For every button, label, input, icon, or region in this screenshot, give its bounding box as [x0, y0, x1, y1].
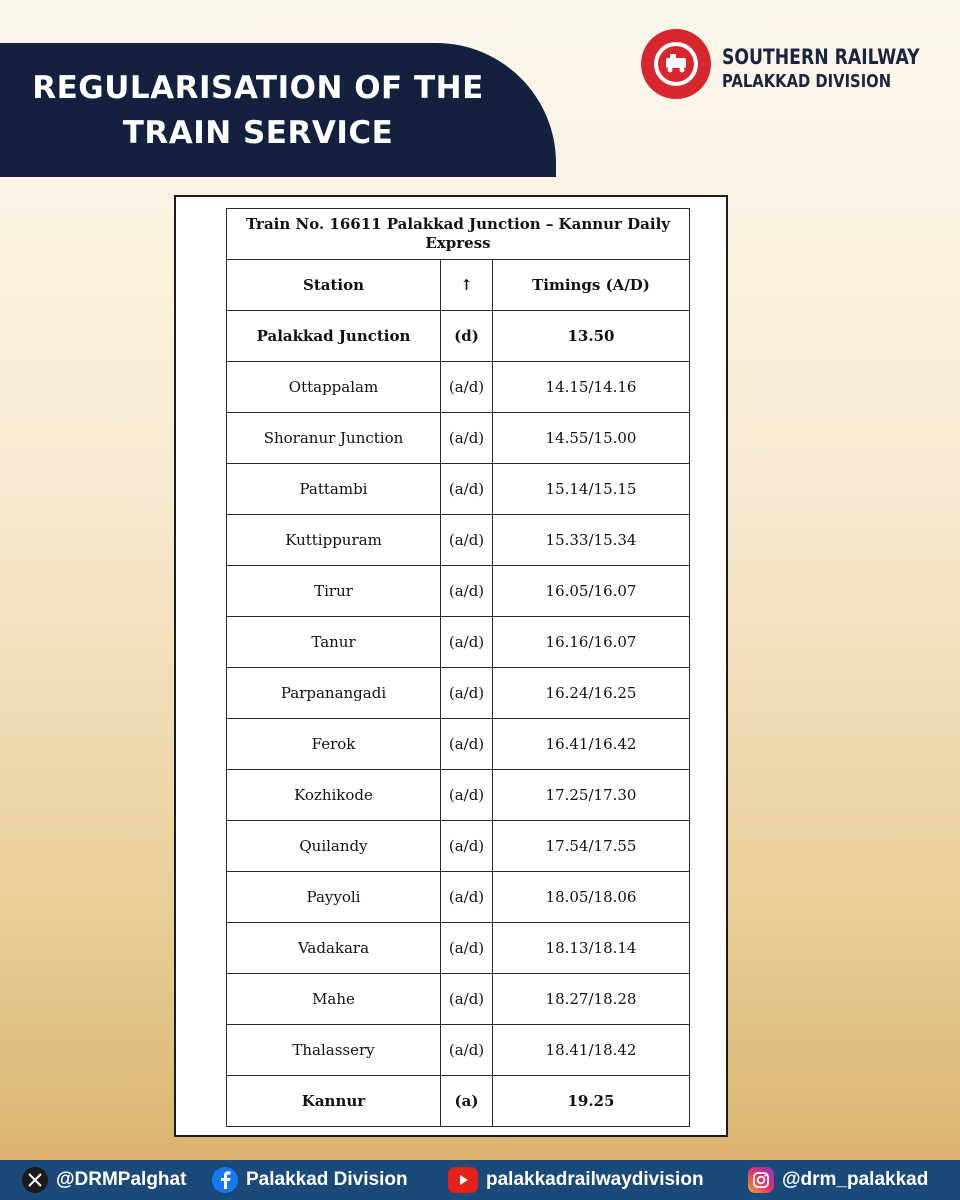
org-name: SOUTHERN RAILWAY	[722, 45, 920, 69]
table-row	[227, 1025, 690, 1076]
timing-cell: 14.15/14.16	[493, 362, 690, 413]
timing-cell: 13.50	[493, 311, 690, 362]
table-row	[227, 923, 690, 974]
code-cell: (a/d)	[441, 566, 493, 617]
station-cell: Ottappalam	[227, 362, 441, 413]
header-station: Station	[227, 260, 441, 311]
station-cell: Thalassery	[227, 1025, 441, 1076]
footer-instagram-handle: @drm_palakkad	[782, 1169, 929, 1190]
table-row	[227, 1076, 690, 1127]
indian-railways-logo-icon	[640, 28, 712, 100]
station-cell: Mahe	[227, 974, 441, 1025]
header-timings: Timings (A/D)	[493, 260, 690, 311]
station-cell: Palakkad Junction	[227, 311, 441, 362]
station-cell: Tirur	[227, 566, 441, 617]
footer-x-link[interactable]	[22, 1160, 186, 1200]
station-cell: Quilandy	[227, 821, 441, 872]
station-cell: Tanur	[227, 617, 441, 668]
code-cell: (a/d)	[441, 872, 493, 923]
org-name-block	[722, 44, 920, 94]
timetable-sheet	[174, 195, 728, 1137]
footer-instagram-link[interactable]	[748, 1160, 928, 1200]
page-title-line1: REGULARISATION OF THE	[32, 70, 484, 106]
code-cell: (a/d)	[441, 770, 493, 821]
footer-facebook-label: Palakkad Division	[246, 1169, 408, 1190]
table-row	[227, 362, 690, 413]
timing-cell: 17.54/17.55	[493, 821, 690, 872]
station-cell: Vadakara	[227, 923, 441, 974]
station-cell: Kozhikode	[227, 770, 441, 821]
org-division: PALAKKAD DIVISION	[722, 71, 892, 92]
table-row	[227, 770, 690, 821]
code-cell: (a/d)	[441, 974, 493, 1025]
footer-facebook-link[interactable]	[212, 1160, 408, 1200]
footer-youtube-label: palakkadrailwaydivision	[486, 1169, 704, 1190]
timing-cell: 19.25	[493, 1076, 690, 1127]
code-cell: (a/d)	[441, 617, 493, 668]
code-cell: (a/d)	[441, 464, 493, 515]
code-cell: (a/d)	[441, 923, 493, 974]
station-cell: Shoranur Junction	[227, 413, 441, 464]
table-header-row	[227, 260, 690, 311]
station-cell: Parpanangadi	[227, 668, 441, 719]
code-cell: (a)	[441, 1076, 493, 1127]
timing-cell: 18.13/18.14	[493, 923, 690, 974]
timing-cell: 17.25/17.30	[493, 770, 690, 821]
table-row	[227, 821, 690, 872]
instagram-icon	[748, 1167, 774, 1193]
timing-cell: 16.05/16.07	[493, 566, 690, 617]
table-row	[227, 668, 690, 719]
code-cell: (d)	[441, 311, 493, 362]
header-arrow: ↑	[441, 260, 493, 311]
timing-cell: 18.41/18.42	[493, 1025, 690, 1076]
footer-youtube-link[interactable]	[448, 1160, 704, 1200]
page-title-line2: TRAIN SERVICE	[122, 115, 394, 151]
code-cell: (a/d)	[441, 413, 493, 464]
station-cell: Ferok	[227, 719, 441, 770]
page-title	[0, 66, 516, 156]
table-row	[227, 566, 690, 617]
station-cell: Kuttippuram	[227, 515, 441, 566]
timing-cell: 15.33/15.34	[493, 515, 690, 566]
timing-cell: 14.55/15.00	[493, 413, 690, 464]
timing-cell: 16.24/16.25	[493, 668, 690, 719]
code-cell: (a/d)	[441, 719, 493, 770]
facebook-icon	[212, 1167, 238, 1193]
timing-cell: 18.05/18.06	[493, 872, 690, 923]
table-row	[227, 872, 690, 923]
code-cell: (a/d)	[441, 1025, 493, 1076]
station-cell: Pattambi	[227, 464, 441, 515]
code-cell: (a/d)	[441, 515, 493, 566]
timing-cell: 16.41/16.42	[493, 719, 690, 770]
station-cell: Kannur	[227, 1076, 441, 1127]
timetable-title: Train No. 16611 Palakkad Junction – Kannur Daily Express	[227, 209, 690, 260]
code-cell: (a/d)	[441, 821, 493, 872]
timing-cell: 16.16/16.07	[493, 617, 690, 668]
table-row	[227, 974, 690, 1025]
station-cell: Payyoli	[227, 872, 441, 923]
table-row	[227, 515, 690, 566]
table-row	[227, 617, 690, 668]
table-row	[227, 719, 690, 770]
footer-x-handle: @DRMPalghat	[56, 1169, 187, 1190]
table-row	[227, 311, 690, 362]
code-cell: (a/d)	[441, 362, 493, 413]
timing-cell: 18.27/18.28	[493, 974, 690, 1025]
x-icon	[22, 1167, 48, 1193]
code-cell: (a/d)	[441, 668, 493, 719]
youtube-icon	[448, 1167, 478, 1193]
table-row	[227, 464, 690, 515]
table-row	[227, 413, 690, 464]
timing-cell: 15.14/15.15	[493, 464, 690, 515]
timetable	[226, 208, 690, 1127]
